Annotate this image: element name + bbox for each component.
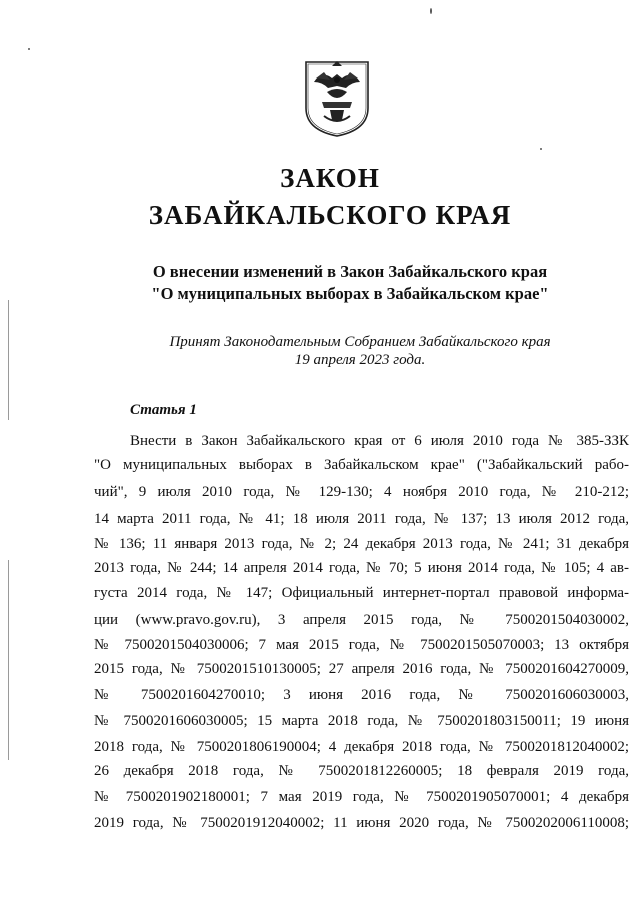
- coat-of-arms-icon: [302, 58, 372, 138]
- body-line: 2018 года, № 7500201806190004; 4 декабря 2018 года, № 7500201812040002;: [94, 739, 629, 755]
- body-line: № 7500201604270010; 3 июня 2016 года, № 7500201606030003,: [94, 687, 629, 703]
- body-line: густа 2014 года, № 147; Официальный интернет-портал правовой информа-: [94, 585, 629, 601]
- law-subject-line-1: О внесении изменений в Закон Забайкальского края: [152, 262, 548, 281]
- body-line: № 7500201606030005; 15 марта 2018 года, № 7500201803150011; 19 июня: [94, 713, 629, 729]
- body-line: № 7500201504030006; 7 мая 2015 года, № 7500201505070003; 13 октября: [94, 637, 629, 653]
- body-line: "О муниципальных выборах в Забайкальском крае" ("Забайкальский рабо-: [94, 457, 629, 473]
- article-heading: Статья 1: [130, 402, 197, 418]
- body-line: № 7500201902180001; 7 мая 2019 года, № 7500201905070001; 4 декабря: [94, 789, 629, 805]
- scan-speck: [28, 48, 30, 50]
- body-line: № 136; 11 января 2013 года, № 2; 24 декабря 2013 года, № 241; 31 декабря: [94, 536, 629, 552]
- scan-margin-line: [8, 300, 9, 420]
- region-title: ЗАБАЙКАЛЬСКОГО КРАЯ: [148, 200, 512, 230]
- body-line: 2013 года, № 244; 14 апреля 2014 года, № 70; 5 июня 2014 года, № 105; 4 ав-: [94, 560, 629, 576]
- scan-speck: [430, 8, 432, 14]
- body-line: Внести в Закон Забайкальского края от 6 июля 2010 года № 385-ЗЗК: [130, 433, 629, 449]
- adoption-date: 19 апреля 2023 года.: [294, 352, 426, 368]
- body-line: 26 декабря 2018 года, № 7500201812260005; 18 февраля 2019 года,: [94, 763, 629, 779]
- law-title: ЗАКОН: [280, 163, 380, 193]
- scan-speck: [540, 148, 542, 150]
- body-line: 2019 года, № 7500201912040002; 11 июня 2020 года, № 7500202006110008;: [94, 815, 629, 831]
- body-line: 14 марта 2011 года, № 41; 18 июля 2011 года, № 137; 13 июля 2012 года,: [94, 511, 629, 527]
- body-line: 2015 года, № 7500201510130005; 27 апреля 2016 года, № 7500201604270009,: [94, 661, 629, 677]
- body-line: ции (www.pravo.gov.ru), 3 апреля 2015 года, № 7500201504030002,: [94, 612, 629, 628]
- adoption-note-line-1: Принят Законодательным Собранием Забайкальского края: [169, 334, 551, 350]
- body-line: чий", 9 июля 2010 года, № 129-130; 4 ноября 2010 года, № 210-212;: [94, 484, 629, 500]
- law-subject-line-2: "О муниципальных выборах в Забайкальском крае": [151, 284, 549, 303]
- scan-margin-line: [8, 560, 9, 760]
